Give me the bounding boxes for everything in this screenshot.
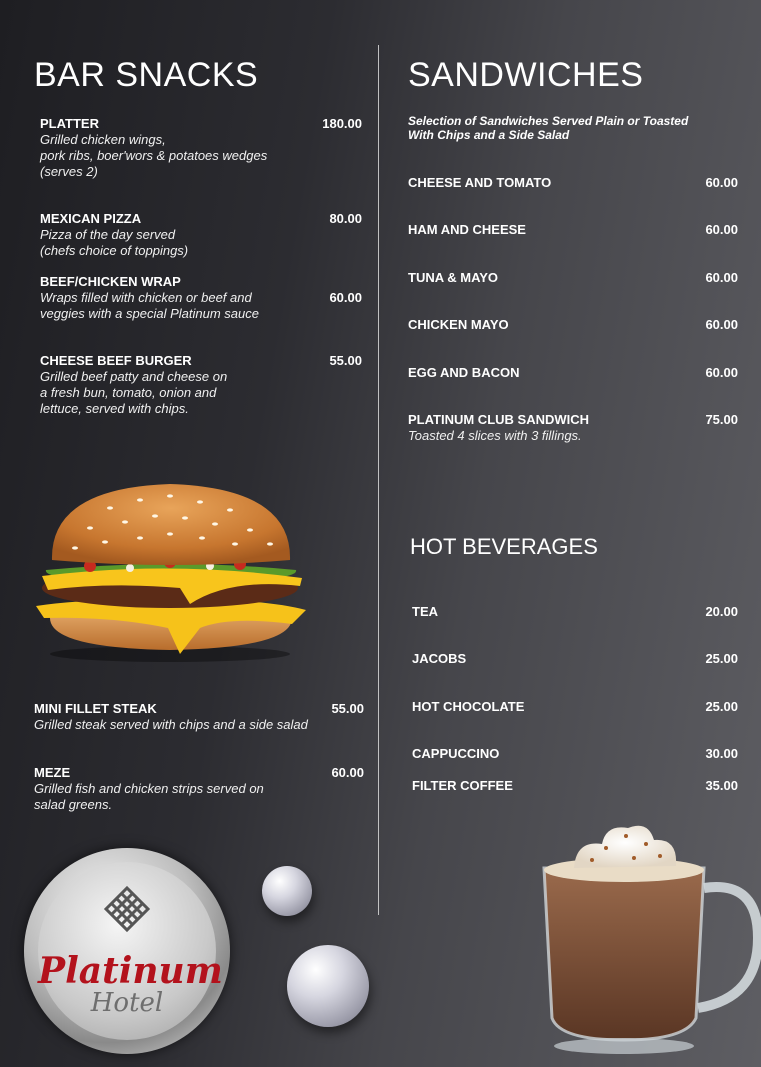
item-desc: lettuce, served with chips. [40,401,189,416]
bar-snacks-heading: BAR SNACKS [34,56,259,94]
item-price: 60.00 [705,175,738,190]
menu-item-cheese-tomato: CHEESE AND TOMATO [408,175,552,190]
item-price: 75.00 [705,412,738,427]
menu-item-tuna-mayo: TUNA & MAYO [408,270,499,285]
menu-item-wrap [40,274,320,322]
item-price: 35.00 [705,778,738,793]
decorative-sphere [287,945,369,1027]
item-price: 80.00 [329,211,362,226]
item-price: 55.00 [329,353,362,368]
item-price: 25.00 [705,651,738,666]
logo-word-platinum: Platinum [38,950,223,992]
item-price: 60.00 [705,365,738,380]
platinum-hotel-logo [24,848,230,1054]
item-desc: Grilled beef patty and cheese on [40,369,228,384]
item-desc: (serves 2) [40,164,98,179]
intro-line: Selection of Sandwiches Served Plain or Toasted [408,114,689,128]
menu-item-club-sandwich [408,412,668,444]
item-name: MEXICAN PIZZA [40,211,142,226]
menu-item-filter-coffee: FILTER COFFEE [412,778,513,793]
item-desc: pork ribs, boer'wors & potatoes wedges [40,148,268,163]
item-price: 20.00 [705,604,738,619]
item-price: 60.00 [331,765,364,780]
item-desc: Grilled steak served with chips and a side salad [34,717,308,732]
item-desc: Toasted 4 slices with 3 fillings. [408,428,582,443]
menu-item-platter [40,116,320,180]
item-name: BEEF/CHICKEN WRAP [40,274,181,289]
menu-item-hot-chocolate: HOT CHOCOLATE [412,699,525,714]
menu-item-ham-cheese: HAM AND CHEESE [408,222,526,237]
item-desc: (chefs choice of toppings) [40,243,189,258]
item-desc: Wraps filled with chicken or beef and [40,290,252,305]
decorative-sphere [262,866,312,916]
item-price: 60.00 [705,222,738,237]
item-name: PLATTER [40,116,99,131]
menu-item-fillet-steak [34,701,334,733]
burger-image [30,478,312,668]
sandwiches-intro [408,114,728,142]
item-price: 60.00 [705,270,738,285]
item-name: CHEESE BEEF BURGER [40,353,192,368]
sandwiches-heading: SANDWICHES [408,56,644,94]
intro-line: With Chips and a Side Salad [408,128,570,142]
menu-item-jacobs: JACOBS [412,651,467,666]
menu-item-cappuccino: CAPPUCCINO [412,746,500,761]
item-price: 60.00 [329,290,362,305]
item-desc: Grilled fish and chicken strips served on [34,781,264,796]
hot-chocolate-image [536,818,761,1058]
item-price: 30.00 [705,746,738,761]
menu-item-meze [34,765,324,813]
item-desc: a fresh bun, tomato, onion and [40,385,217,400]
item-name: MINI FILLET STEAK [34,701,157,716]
menu-item-chicken-mayo: CHICKEN MAYO [408,317,509,332]
endless-knot-icon [102,884,152,934]
item-price: 25.00 [705,699,738,714]
item-desc: Pizza of the day served [40,227,176,242]
logo-word-hotel: Hotel [90,988,164,1018]
menu-item-egg-bacon: EGG AND BACON [408,365,520,380]
hot-beverages-heading: HOT BEVERAGES [410,534,598,559]
item-price: 180.00 [322,116,362,131]
menu-item-tea: TEA [412,604,438,619]
menu-item-burger [40,353,320,417]
item-desc: veggies with a special Platinum sauce [40,306,259,321]
item-price: 60.00 [705,317,738,332]
item-desc: salad greens. [34,797,113,812]
item-name: PLATINUM CLUB SANDWICH [408,412,590,427]
menu-item-mexican-pizza [40,211,320,259]
item-price: 55.00 [331,701,364,716]
column-divider [378,45,379,915]
item-name: MEZE [34,765,71,780]
item-desc: Grilled chicken wings, [40,132,166,147]
